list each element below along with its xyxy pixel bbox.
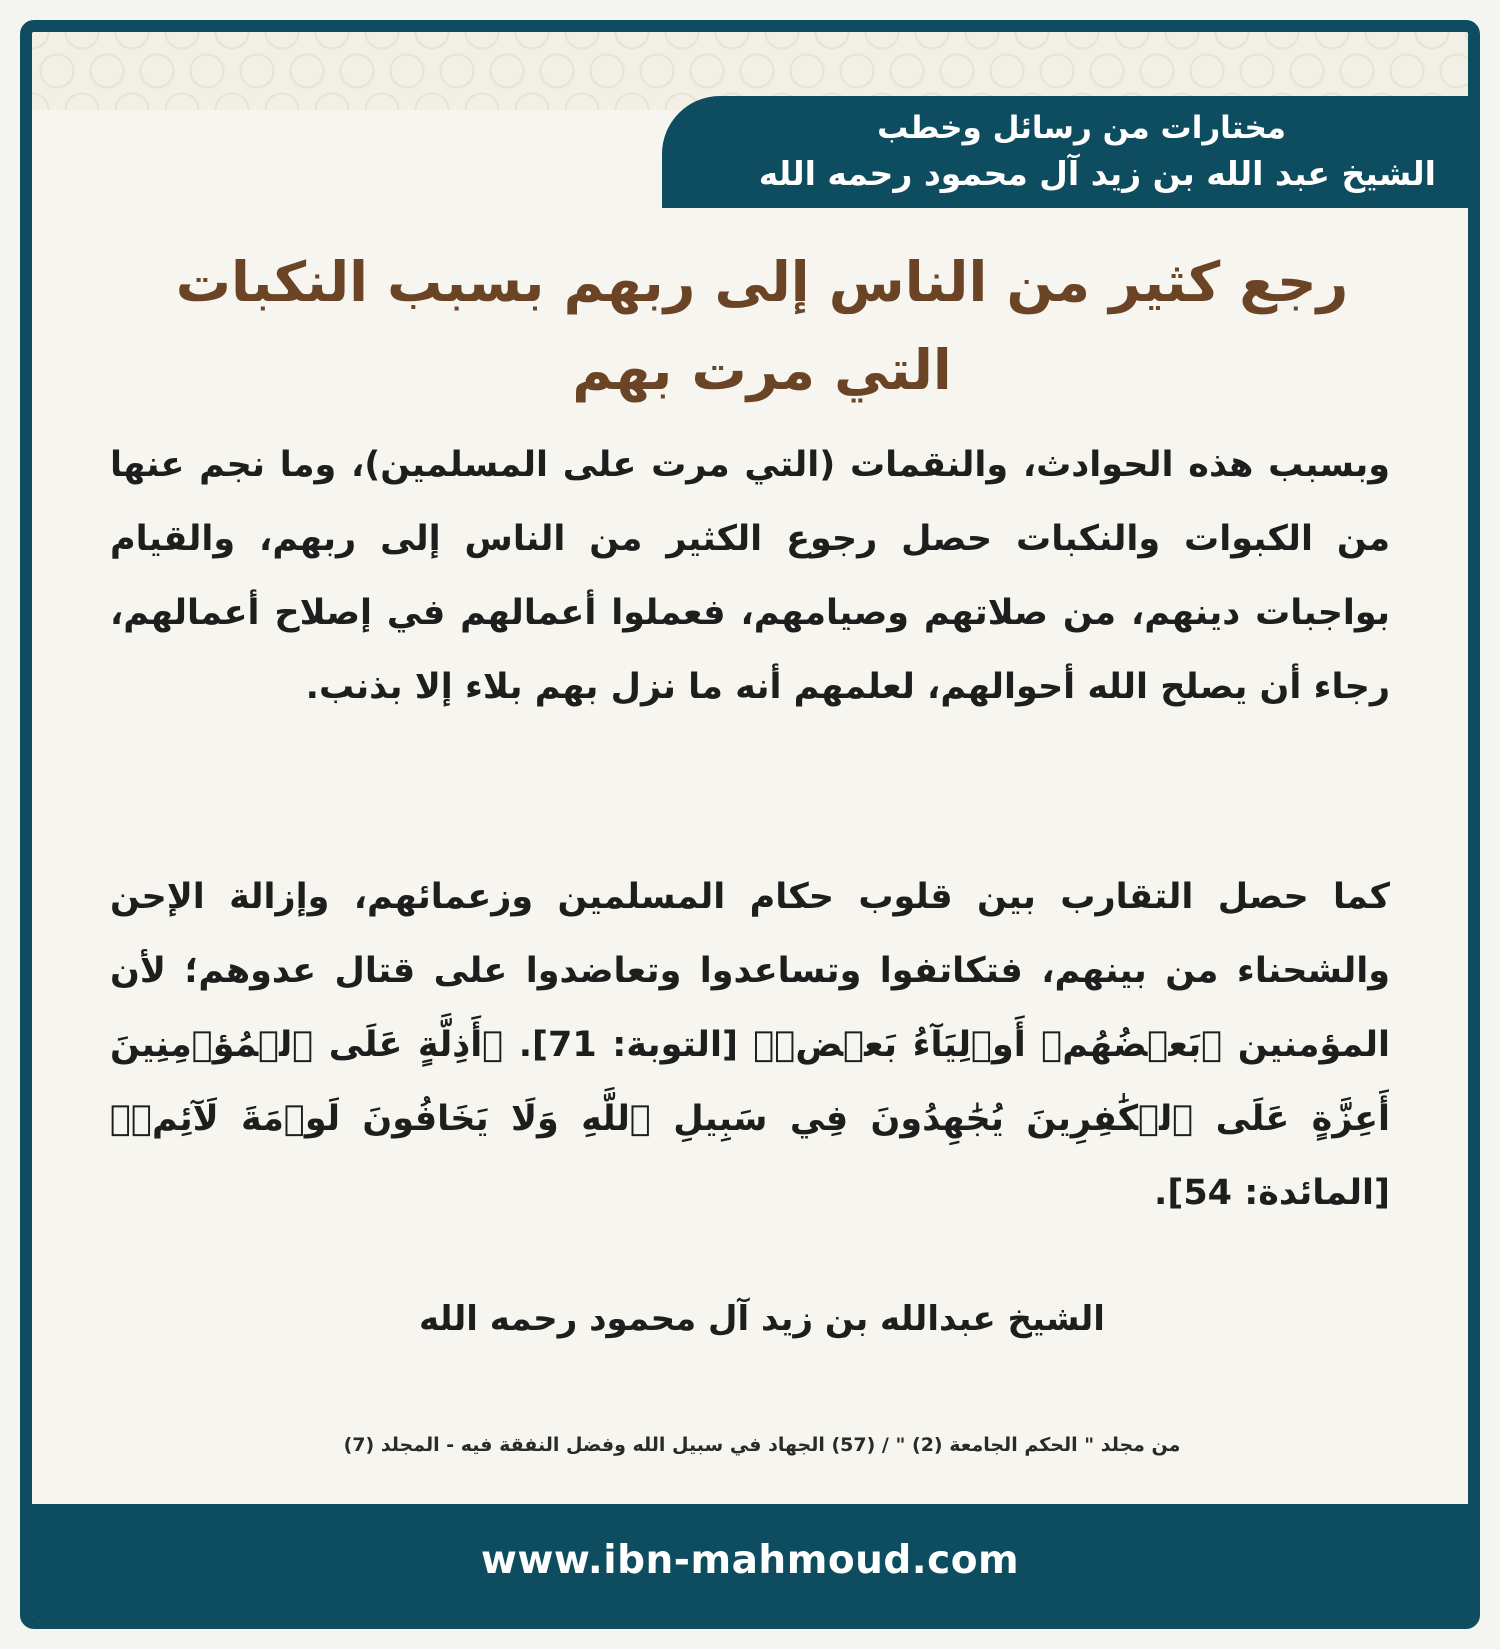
article-title: رجع كثير من الناس إلى ربهم بسبب النكبات التي مرت بهم [175,250,1349,402]
paragraph-2: كما حصل التقارب بين قلوب حكام المسلمين وزعمائهم، وإزالة الإحن والشحناء من بينهم، فتكاتفوا وتساعدوا وتعاضدوا على قتال عدوهم؛ لأن المؤمنين ﴿بَعۡضُهُمۡ أَوۡلِيَآءُ بَعۡضٖ﴾ [التوبة: 71]. ﴿أَذِلَّةٍ عَلَى ٱلۡمُؤۡمِنِينَ أَعِزَّةٍ عَلَى ٱلۡكَٰفِرِينَ يُجَٰهِدُونَ فِي سَبِيلِ ٱللَّهِ وَلَا يَخَافُونَ لَوۡمَةَ لَآئِمٖ﴾ [المائدة: 54]. [110,877,1390,1213]
header-series-title: مختارات من رسائل وخطب [877,110,1286,146]
card-frame [20,20,1480,1629]
footer-bar [32,1504,1468,1617]
website-link[interactable]: www.ibn-mahmoud.com [480,1538,1020,1583]
source-citation: من مجلد " الحكم الجامعة (2) " / (57) الجهاد في سبيل الله وفضل النفقة فيه - المجلد (7) [343,1434,1181,1456]
header-author-name: الشيخ عبد الله بن زيد آل محمود رحمه الله [758,154,1436,193]
author-signature: الشيخ عبدالله بن زيد آل محمود رحمه الله [419,1299,1105,1339]
paragraph-1: وبسبب هذه الحوادث، والنقمات (التي مرت على المسلمين)، وما نجم عنها من الكبوات والنكبات حصل رجوع الكثير من الناس إلى ربهم، والقيام بواجبات دينهم، من صلاتهم وصيامهم، فعملوا أعمالهم في إصلاح أعمالهم، رجاء أن يصلح الله أحوالهم، لعلمهم أنه ما نزل بهم بلاء إلا بذنب. [110,445,1390,707]
header-banner [662,96,1468,208]
